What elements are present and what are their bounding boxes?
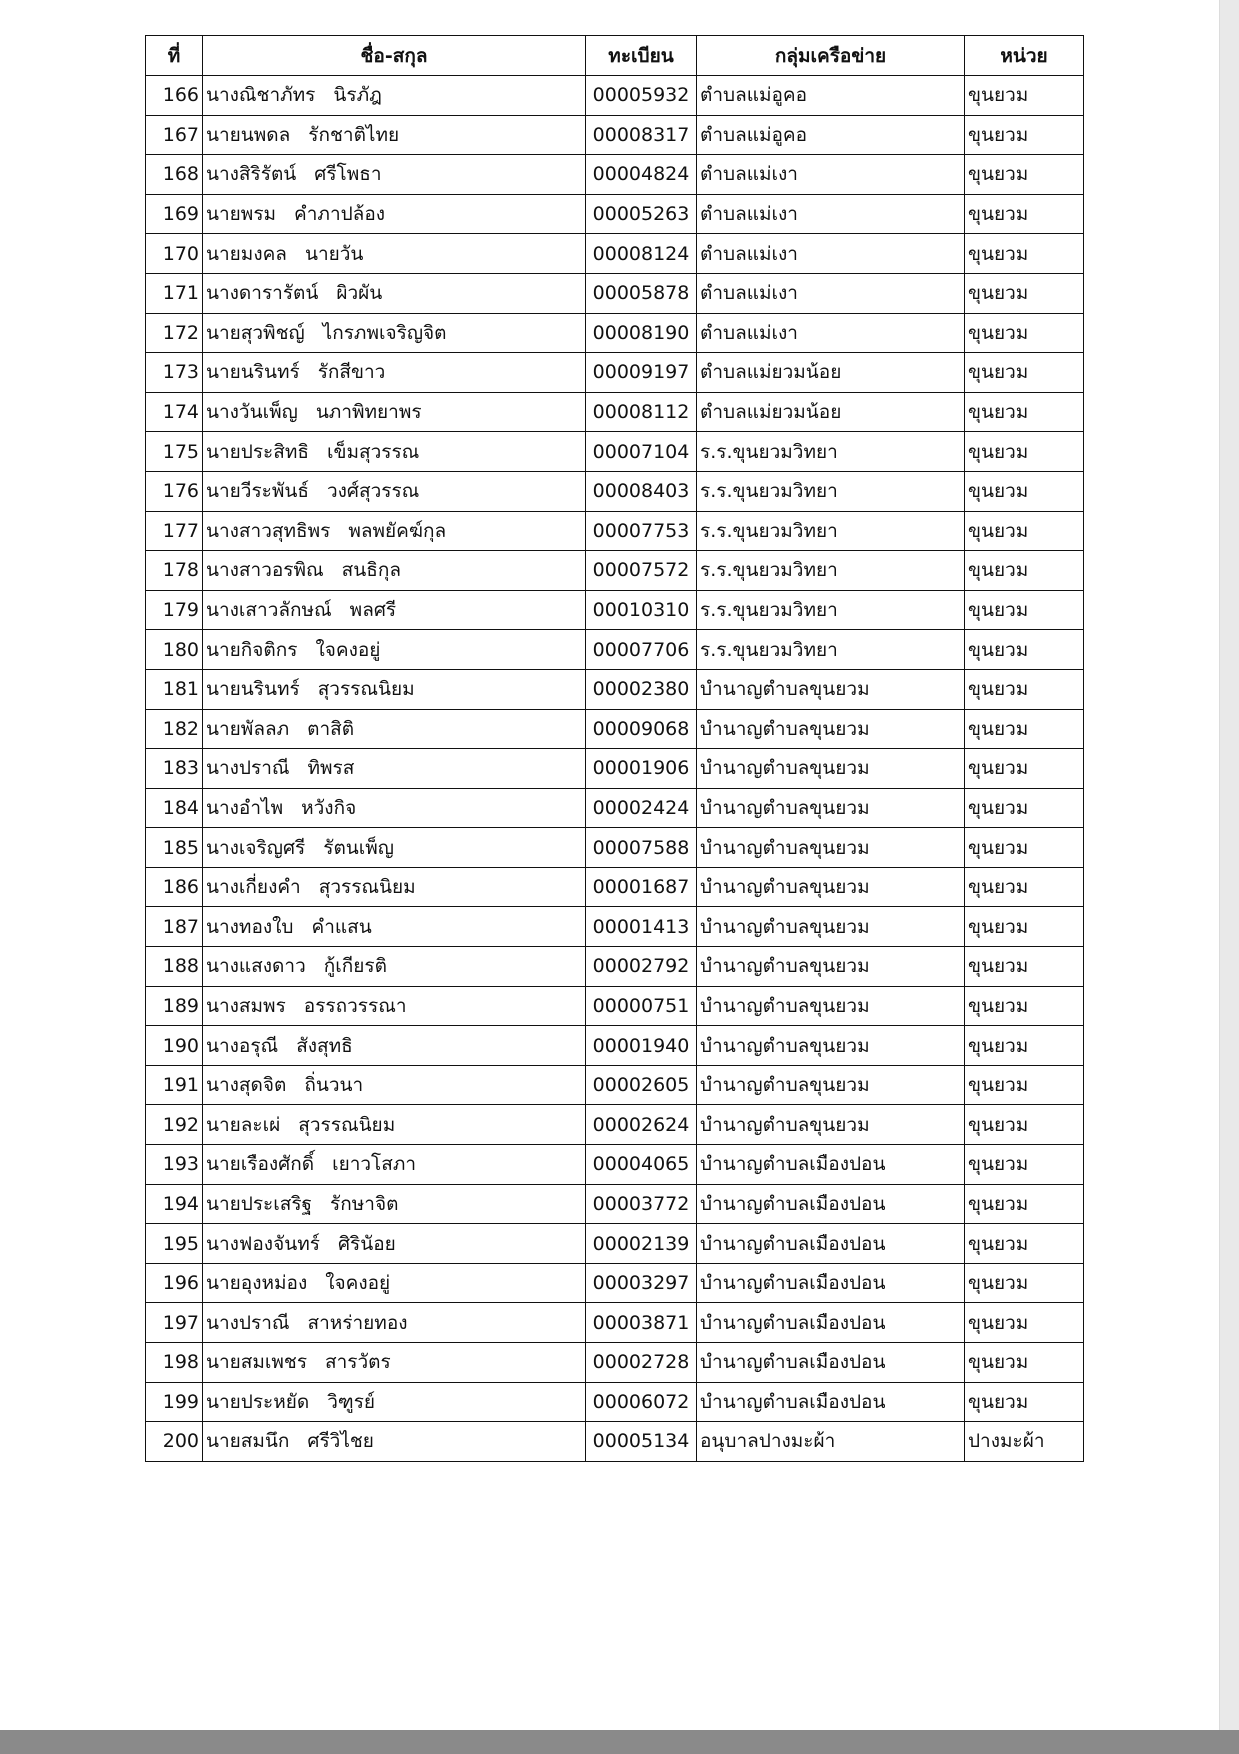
- unit-name: ขุนยวม: [965, 1026, 1084, 1066]
- last-name: สาหร่ายทอง: [307, 1311, 408, 1334]
- first-name: นางปราณี: [206, 1311, 290, 1334]
- network-group: ร.ร.ขุนยวมวิทยา: [697, 432, 965, 472]
- first-name: นายสมนึก: [206, 1430, 290, 1453]
- member-name: [203, 392, 586, 432]
- network-group: บำนาญตำบลขุนยวม: [697, 907, 965, 947]
- last-name: รัตนเพ็ญ: [323, 836, 394, 859]
- row-number: 195: [146, 1224, 203, 1264]
- member-name: [203, 432, 586, 472]
- row-number: 194: [146, 1184, 203, 1224]
- member-name: [203, 1065, 586, 1105]
- unit-name: ขุนยวม: [965, 1303, 1084, 1343]
- first-name: นายนรินทร์: [206, 361, 300, 384]
- network-group: ร.ร.ขุนยวมวิทยา: [697, 590, 965, 630]
- registration-number: 00000751: [586, 986, 697, 1026]
- first-name: นายนรินทร์: [206, 678, 300, 701]
- network-group: บำนาญตำบลเมืองปอน: [697, 1145, 965, 1185]
- table-header-row: [146, 36, 1084, 76]
- member-name: [203, 1422, 586, 1462]
- member-name: [203, 590, 586, 630]
- member-name: [203, 273, 586, 313]
- row-number: 197: [146, 1303, 203, 1343]
- table-row: [146, 471, 1084, 511]
- registration-number: 00007572: [586, 551, 697, 591]
- registration-number: 00009197: [586, 353, 697, 393]
- row-number: 181: [146, 669, 203, 709]
- network-group: บำนาญตำบลขุนยวม: [697, 749, 965, 789]
- first-name: นายมงคล: [206, 242, 287, 265]
- header-registration: ทะเบียน: [586, 36, 697, 76]
- first-name: นายประสิทธิ: [206, 440, 309, 463]
- registration-number: 00003772: [586, 1184, 697, 1224]
- first-name: นางดารารัตน์: [206, 282, 319, 305]
- table-row: [146, 749, 1084, 789]
- table-row: [146, 947, 1084, 987]
- row-number: 177: [146, 511, 203, 551]
- last-name: รักษาจิต: [330, 1192, 399, 1215]
- network-group: บำนาญตำบลเมืองปอน: [697, 1224, 965, 1264]
- registration-number: 00010310: [586, 590, 697, 630]
- registration-number: 00002728: [586, 1343, 697, 1383]
- registration-number: 00008403: [586, 471, 697, 511]
- unit-name: ขุนยวม: [965, 709, 1084, 749]
- member-name: [203, 76, 586, 116]
- header-unit: หน่วย: [965, 36, 1084, 76]
- network-group: บำนาญตำบลเมืองปอน: [697, 1343, 965, 1383]
- unit-name: ขุนยวม: [965, 273, 1084, 313]
- registration-number: 00007588: [586, 828, 697, 868]
- registration-number: 00001687: [586, 867, 697, 907]
- first-name: นายนพดล: [206, 123, 291, 146]
- last-name: ใจคงอยู่: [315, 638, 381, 661]
- table-row: [146, 630, 1084, 670]
- unit-name: ขุนยวม: [965, 986, 1084, 1026]
- last-name: กู้เกียรติ: [323, 955, 387, 978]
- network-group: ร.ร.ขุนยวมวิทยา: [697, 551, 965, 591]
- network-group: บำนาญตำบลขุนยวม: [697, 986, 965, 1026]
- header-network: กลุ่มเครือข่าย: [697, 36, 965, 76]
- member-name: [203, 1105, 586, 1145]
- row-number: 169: [146, 194, 203, 234]
- unit-name: ขุนยวม: [965, 353, 1084, 393]
- network-group: ตำบลแม่ยวมน้อย: [697, 392, 965, 432]
- table-row: [146, 1263, 1084, 1303]
- registration-number: 00002380: [586, 669, 697, 709]
- registration-number: 00002792: [586, 947, 697, 987]
- last-name: เข็มสุวรรณ: [326, 440, 420, 463]
- table-row: [146, 1303, 1084, 1343]
- network-group: ร.ร.ขุนยวมวิทยา: [697, 471, 965, 511]
- unit-name: ขุนยวม: [965, 392, 1084, 432]
- registration-number: 00008124: [586, 234, 697, 274]
- first-name: นายสุวพิชญ์: [206, 321, 305, 344]
- row-number: 190: [146, 1026, 203, 1066]
- member-name: [203, 194, 586, 234]
- row-number: 191: [146, 1065, 203, 1105]
- first-name: นายประเสริฐ: [206, 1192, 313, 1215]
- unit-name: ขุนยวม: [965, 1382, 1084, 1422]
- last-name: ตาสิติ: [307, 717, 355, 740]
- registration-number: 00003297: [586, 1263, 697, 1303]
- last-name: รักชาติไทย: [308, 123, 400, 146]
- first-name: นางสิริรัตน์: [206, 163, 297, 186]
- row-number: 171: [146, 273, 203, 313]
- registration-number: 00007104: [586, 432, 697, 472]
- network-group: ตำบลแม่อูคอ: [697, 115, 965, 155]
- unit-name: ขุนยวม: [965, 1145, 1084, 1185]
- member-name: [203, 1263, 586, 1303]
- header-no: ที่: [146, 36, 203, 76]
- table-row: [146, 1105, 1084, 1145]
- first-name: นางปราณี: [206, 757, 290, 780]
- row-number: 178: [146, 551, 203, 591]
- network-group: ตำบลแม่ยวมน้อย: [697, 353, 965, 393]
- last-name: รักสีขาว: [317, 361, 386, 384]
- unit-name: ขุนยวม: [965, 788, 1084, 828]
- network-group: ตำบลแม่เงา: [697, 313, 965, 353]
- table-row: [146, 1026, 1084, 1066]
- network-group: อนุบาลปางมะผ้า: [697, 1422, 965, 1462]
- last-name: สุวรรณนิยม: [298, 1113, 396, 1136]
- first-name: นายประหยัด: [206, 1390, 310, 1413]
- registration-number: 00005932: [586, 76, 697, 116]
- unit-name: ขุนยวม: [965, 669, 1084, 709]
- unit-name: ขุนยวม: [965, 867, 1084, 907]
- unit-name: ขุนยวม: [965, 590, 1084, 630]
- first-name: นางวันเพ็ญ: [206, 401, 298, 424]
- member-name: [203, 1184, 586, 1224]
- row-number: 196: [146, 1263, 203, 1303]
- first-name: นางฟองจันทร์: [206, 1232, 320, 1255]
- first-name: นางสาวอรพิณ: [206, 559, 324, 582]
- network-group: ร.ร.ขุนยวมวิทยา: [697, 511, 965, 551]
- network-group: ตำบลแม่อูคอ: [697, 76, 965, 116]
- table-row: [146, 1343, 1084, 1383]
- first-name: นายอุงหม่อง: [206, 1272, 308, 1295]
- registration-number: 00005134: [586, 1422, 697, 1462]
- unit-name: ขุนยวม: [965, 551, 1084, 591]
- table-row: [146, 234, 1084, 274]
- member-name: [203, 828, 586, 868]
- first-name: นางเสาวลักษณ์: [206, 599, 332, 622]
- table-row: [146, 432, 1084, 472]
- first-name: นางสาวสุทธิพร: [206, 519, 331, 542]
- unit-name: ขุนยวม: [965, 1065, 1084, 1105]
- scan-right-edge: [1219, 0, 1239, 1754]
- first-name: นางอรุณี: [206, 1034, 279, 1057]
- member-name: [203, 1026, 586, 1066]
- table-row: [146, 986, 1084, 1026]
- unit-name: ขุนยวม: [965, 511, 1084, 551]
- network-group: บำนาญตำบลเมืองปอน: [697, 1303, 965, 1343]
- first-name: นายพรม: [206, 203, 277, 226]
- network-group: บำนาญตำบลขุนยวม: [697, 828, 965, 868]
- unit-name: ขุนยวม: [965, 828, 1084, 868]
- registration-number: 00008190: [586, 313, 697, 353]
- row-number: 187: [146, 907, 203, 947]
- network-group: บำนาญตำบลขุนยวม: [697, 1065, 965, 1105]
- registration-number: 00004065: [586, 1145, 697, 1185]
- first-name: นายกิจติกร: [206, 638, 298, 661]
- member-table: [145, 35, 1084, 1462]
- first-name: นางเจริญศรี: [206, 836, 306, 859]
- member-name: [203, 234, 586, 274]
- table-row: [146, 828, 1084, 868]
- last-name: คำแสน: [311, 915, 372, 938]
- unit-name: ขุนยวม: [965, 1184, 1084, 1224]
- network-group: ตำบลแม่เงา: [697, 155, 965, 195]
- member-name: [203, 551, 586, 591]
- member-name: [203, 1303, 586, 1343]
- member-name: [203, 511, 586, 551]
- registration-number: 00003871: [586, 1303, 697, 1343]
- table-row: [146, 115, 1084, 155]
- last-name: ศรีวิไชย: [307, 1430, 374, 1453]
- table-row: [146, 1184, 1084, 1224]
- last-name: วงศ์สุวรรณ: [326, 480, 420, 503]
- last-name: พลศรี: [349, 599, 397, 622]
- registration-number: 00001940: [586, 1026, 697, 1066]
- registration-number: 00004824: [586, 155, 697, 195]
- registration-number: 00008112: [586, 392, 697, 432]
- table-row: [146, 907, 1084, 947]
- last-name: ศรีโพธา: [314, 163, 382, 186]
- table-row: [146, 1422, 1084, 1462]
- row-number: 192: [146, 1105, 203, 1145]
- row-number: 183: [146, 749, 203, 789]
- registration-number: 00005263: [586, 194, 697, 234]
- last-name: สุวรรณนิยม: [317, 678, 415, 701]
- first-name: นายละเผ่: [206, 1113, 281, 1136]
- row-number: 167: [146, 115, 203, 155]
- network-group: บำนาญตำบลเมืองปอน: [697, 1382, 965, 1422]
- row-number: 170: [146, 234, 203, 274]
- table-row: [146, 76, 1084, 116]
- table-row: [146, 273, 1084, 313]
- last-name: หวังกิจ: [301, 796, 357, 819]
- unit-name: ขุนยวม: [965, 194, 1084, 234]
- row-number: 174: [146, 392, 203, 432]
- last-name: นายวัน: [304, 242, 364, 265]
- table-row: [146, 353, 1084, 393]
- member-name: [203, 353, 586, 393]
- unit-name: ขุนยวม: [965, 1263, 1084, 1303]
- last-name: วิฑูรย์: [327, 1390, 376, 1413]
- row-number: 188: [146, 947, 203, 987]
- first-name: นางสมพร: [206, 994, 286, 1017]
- table-row: [146, 669, 1084, 709]
- row-number: 193: [146, 1145, 203, 1185]
- table-row: [146, 1065, 1084, 1105]
- first-name: นางแสงดาว: [206, 955, 306, 978]
- row-number: 180: [146, 630, 203, 670]
- last-name: ไกรภพเจริญจิต: [322, 321, 447, 344]
- unit-name: ขุนยวม: [965, 432, 1084, 472]
- registration-number: 00001906: [586, 749, 697, 789]
- row-number: 168: [146, 155, 203, 195]
- table-row: [146, 155, 1084, 195]
- unit-name: ขุนยวม: [965, 1105, 1084, 1145]
- table-row: [146, 1145, 1084, 1185]
- row-number: 179: [146, 590, 203, 630]
- unit-name: ขุนยวม: [965, 313, 1084, 353]
- unit-name: ขุนยวม: [965, 1224, 1084, 1264]
- member-name: [203, 669, 586, 709]
- member-name: [203, 788, 586, 828]
- member-name: [203, 1382, 586, 1422]
- first-name: นายวีระพันธ์: [206, 480, 309, 503]
- scan-bottom-edge: [0, 1730, 1239, 1754]
- table-row: [146, 313, 1084, 353]
- member-name: [203, 867, 586, 907]
- first-name: นางสุดจิต: [206, 1074, 287, 1097]
- row-number: 199: [146, 1382, 203, 1422]
- table-row: [146, 392, 1084, 432]
- registration-number: 00008317: [586, 115, 697, 155]
- registration-number: 00002624: [586, 1105, 697, 1145]
- last-name: สารวัตร: [325, 1351, 391, 1374]
- table-row: [146, 788, 1084, 828]
- member-name: [203, 749, 586, 789]
- unit-name: ปางมะผ้า: [965, 1422, 1084, 1462]
- last-name: ศิรินัอย: [337, 1232, 396, 1255]
- network-group: บำนาญตำบลขุนยวม: [697, 947, 965, 987]
- network-group: บำนาญตำบลขุนยวม: [697, 788, 965, 828]
- table-row: [146, 1224, 1084, 1264]
- member-name: [203, 630, 586, 670]
- table-row: [146, 511, 1084, 551]
- row-number: 166: [146, 76, 203, 116]
- unit-name: ขุนยวม: [965, 907, 1084, 947]
- header-name: ชื่อ-สกุล: [203, 36, 586, 76]
- member-name: [203, 1343, 586, 1383]
- row-number: 189: [146, 986, 203, 1026]
- row-number: 182: [146, 709, 203, 749]
- member-name: [203, 1224, 586, 1264]
- unit-name: ขุนยวม: [965, 947, 1084, 987]
- network-group: ตำบลแม่เงา: [697, 194, 965, 234]
- unit-name: ขุนยวม: [965, 630, 1084, 670]
- network-group: บำนาญตำบลเมืองปอน: [697, 1184, 965, 1224]
- first-name: นางอำไพ: [206, 796, 284, 819]
- first-name: นายพัลลภ: [206, 717, 290, 740]
- unit-name: ขุนยวม: [965, 76, 1084, 116]
- member-name: [203, 947, 586, 987]
- unit-name: ขุนยวม: [965, 749, 1084, 789]
- registration-number: 00001413: [586, 907, 697, 947]
- unit-name: ขุนยวม: [965, 234, 1084, 274]
- last-name: ทิพรส: [307, 757, 355, 780]
- row-number: 176: [146, 471, 203, 511]
- network-group: ตำบลแม่เงา: [697, 234, 965, 274]
- registration-number: 00002605: [586, 1065, 697, 1105]
- row-number: 175: [146, 432, 203, 472]
- row-number: 172: [146, 313, 203, 353]
- member-name: [203, 1145, 586, 1185]
- network-group: ร.ร.ขุนยวมวิทยา: [697, 630, 965, 670]
- member-name: [203, 313, 586, 353]
- registration-number: 00002424: [586, 788, 697, 828]
- last-name: ใจคงอยู่: [325, 1272, 391, 1295]
- registration-number: 00006072: [586, 1382, 697, 1422]
- table-row: [146, 551, 1084, 591]
- table-row: [146, 194, 1084, 234]
- row-number: 186: [146, 867, 203, 907]
- registration-number: 00009068: [586, 709, 697, 749]
- member-name: [203, 907, 586, 947]
- network-group: บำนาญตำบลขุนยวม: [697, 1105, 965, 1145]
- row-number: 185: [146, 828, 203, 868]
- unit-name: ขุนยวม: [965, 471, 1084, 511]
- last-name: ถิ่นวนา: [304, 1074, 364, 1097]
- last-name: สุวรรณนิยม: [318, 876, 416, 899]
- registration-number: 00007753: [586, 511, 697, 551]
- first-name: นายสมเพชร: [206, 1351, 308, 1374]
- member-name: [203, 709, 586, 749]
- table-row: [146, 1382, 1084, 1422]
- member-name: [203, 986, 586, 1026]
- registration-number: 00007706: [586, 630, 697, 670]
- table-row: [146, 709, 1084, 749]
- first-name: นายเรืองศักดิ์: [206, 1153, 315, 1176]
- first-name: นางทองใบ: [206, 915, 294, 938]
- registration-number: 00005878: [586, 273, 697, 313]
- network-group: บำนาญตำบลเมืองปอน: [697, 1263, 965, 1303]
- network-group: บำนาญตำบลขุนยวม: [697, 1026, 965, 1066]
- last-name: คำภาปล้อง: [294, 203, 386, 226]
- unit-name: ขุนยวม: [965, 115, 1084, 155]
- row-number: 198: [146, 1343, 203, 1383]
- member-name: [203, 155, 586, 195]
- first-name: นางณิชาภัทร: [206, 84, 316, 107]
- network-group: ตำบลแม่เงา: [697, 273, 965, 313]
- member-name: [203, 471, 586, 511]
- row-number: 173: [146, 353, 203, 393]
- table-row: [146, 867, 1084, 907]
- last-name: สนธิกุล: [341, 559, 401, 582]
- unit-name: ขุนยวม: [965, 155, 1084, 195]
- last-name: สังสุทธิ: [296, 1034, 353, 1057]
- last-name: นภาพิทยาพร: [315, 401, 422, 424]
- network-group: บำนาญตำบลขุนยวม: [697, 867, 965, 907]
- last-name: อรรถวรรณา: [303, 994, 407, 1017]
- row-number: 200: [146, 1422, 203, 1462]
- network-group: บำนาญตำบลขุนยวม: [697, 669, 965, 709]
- last-name: เยาวโสภา: [332, 1153, 417, 1176]
- unit-name: ขุนยวม: [965, 1343, 1084, 1383]
- last-name: ผิวผัน: [336, 282, 383, 305]
- registration-number: 00002139: [586, 1224, 697, 1264]
- network-group: บำนาญตำบลขุนยวม: [697, 709, 965, 749]
- table-row: [146, 590, 1084, 630]
- last-name: พลพยัคฆ์กุล: [348, 519, 447, 542]
- row-number: 184: [146, 788, 203, 828]
- member-name: [203, 115, 586, 155]
- last-name: นิรภัฎ: [333, 84, 382, 107]
- first-name: นางเกี่ยงคำ: [206, 876, 301, 899]
